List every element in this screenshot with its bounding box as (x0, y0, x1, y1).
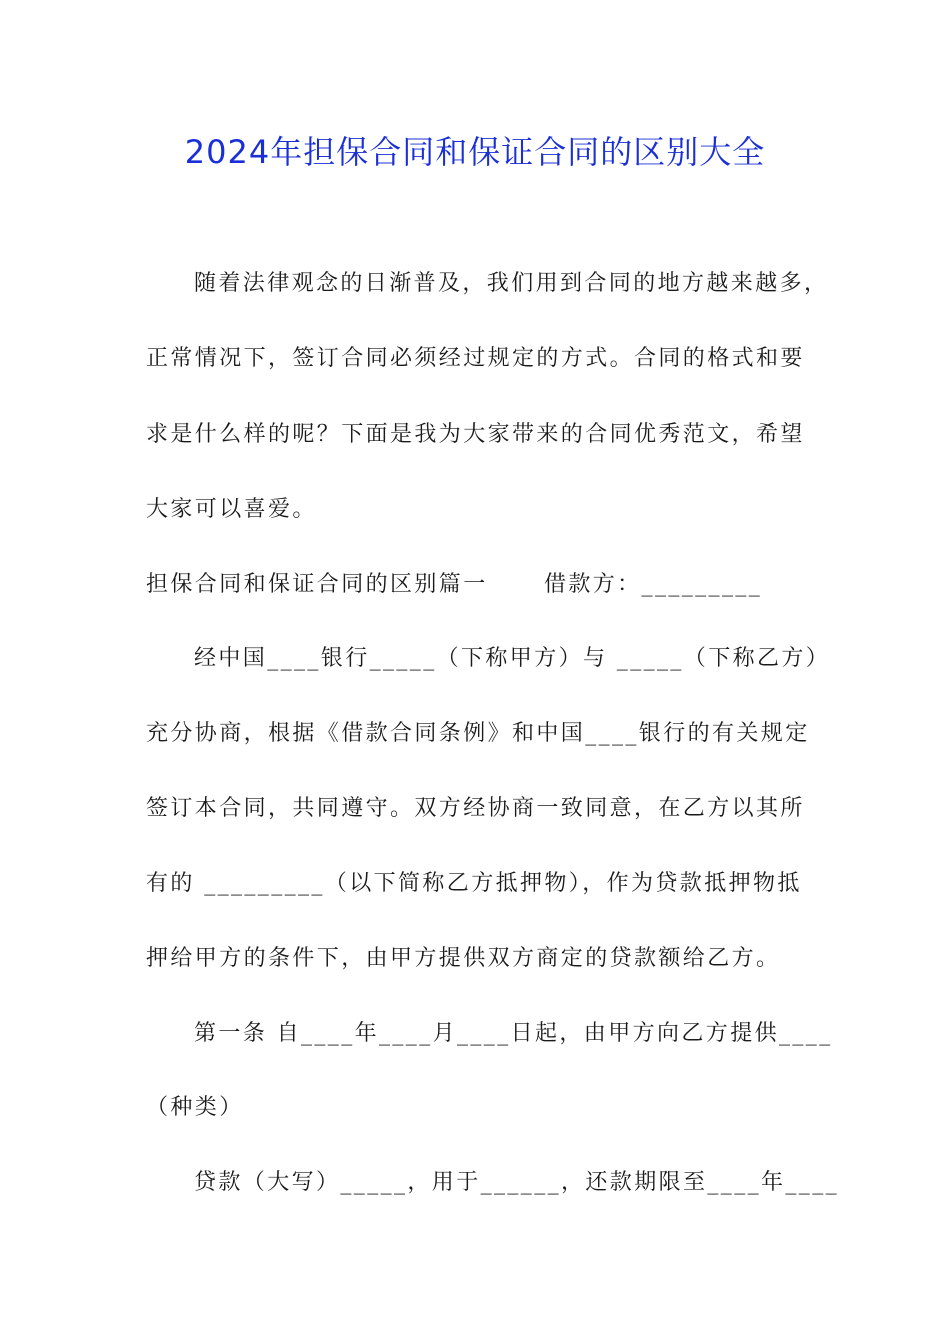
paragraph-line-13: 贷款（大写）_____，用于______，还款期限至____年____ (194, 1170, 840, 1195)
paragraph-line-12: （种类） (146, 1095, 244, 1120)
document-title: 2024年担保合同和保证合同的区别大全 (184, 133, 766, 171)
paragraph-line-1: 随着法律观念的日渐普及，我们用到合同的地方越来越多， (194, 271, 829, 296)
paragraph-line-9: 有的 _________（以下简称乙方抵押物），作为贷款抵押物抵 (146, 871, 802, 896)
paragraph-line-10: 押给甲方的条件下，由甲方提供双方商定的贷款额给乙方。 (146, 946, 781, 971)
paragraph-line-6: 经中国____银行_____（下称甲方）与 _____（下称乙方） (194, 646, 831, 671)
paragraph-line-4: 大家可以喜爱。 (146, 497, 317, 522)
paragraph-line-3: 求是什么样的呢？下面是我为大家带来的合同优秀范文，希望 (146, 422, 805, 447)
paragraph-line-8: 签订本合同，共同遵守。双方经协商一致同意，在乙方以其所 (146, 796, 805, 821)
paragraph-line-7: 充分协商，根据《借款合同条例》和中国____银行的有关规定 (146, 721, 810, 746)
paragraph-line-11: 第一条 自____年____月____日起，由甲方向乙方提供____ (194, 1021, 833, 1046)
section-heading-line: 担保合同和保证合同的区别篇一 借款方：_________ (146, 572, 763, 597)
paragraph-line-2: 正常情况下，签订合同必须经过规定的方式。合同的格式和要 (146, 346, 805, 371)
